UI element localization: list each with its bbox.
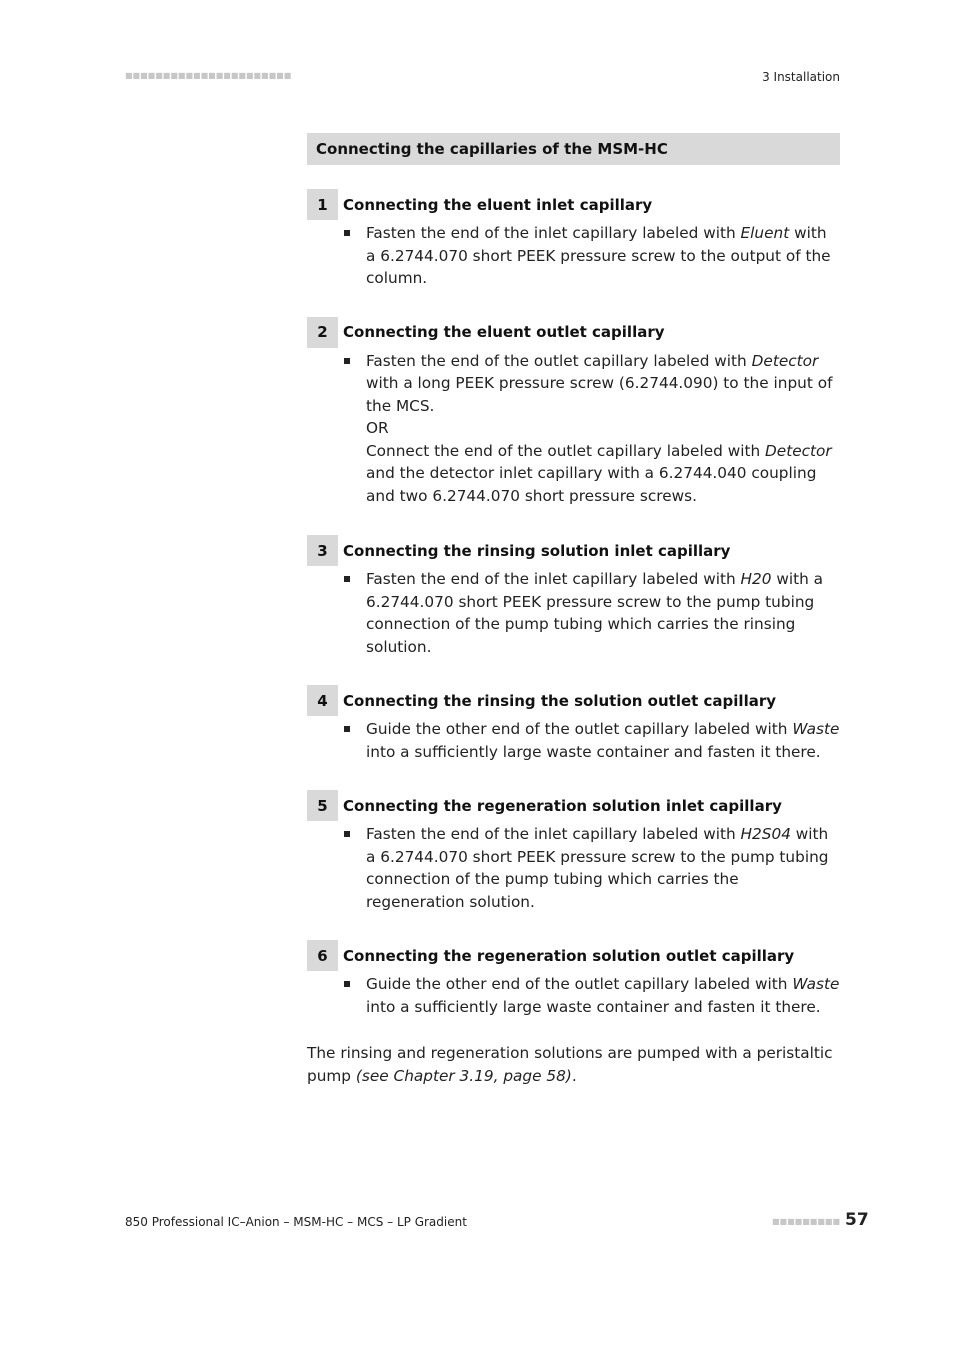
steps-list (307, 189, 840, 1018)
footer-product: 850 Professional IC–Anion – MSM-HC – MCS – LP Gradient (125, 1215, 467, 1229)
step-number: 4 (307, 685, 338, 716)
text-run: . (571, 1066, 577, 1085)
step-5 (307, 790, 840, 913)
step-number: 6 (307, 940, 338, 971)
step-1 (307, 189, 840, 290)
bullet-square-icon (344, 726, 350, 732)
step-title: Connecting the regeneration solution outlet capillary (343, 946, 795, 965)
step-bullet (366, 718, 840, 763)
step-bullet (366, 222, 840, 290)
step-header (307, 317, 840, 348)
text-run: Guide the other end of the outlet capillary labeled with (366, 975, 793, 993)
step-header (307, 189, 840, 220)
text-run: Connect the end of the outlet capillary labeled with (366, 441, 766, 460)
bullet-square-icon (344, 358, 350, 364)
page-number: 57 (845, 1210, 869, 1230)
step-title: Connecting the rinsing the solution outlet capillary (343, 691, 777, 710)
step-title: Connecting the eluent outlet capillary (343, 323, 665, 341)
step-title: Connecting the eluent inlet capillary (343, 195, 653, 214)
bullet-square-icon (344, 831, 350, 837)
text-run: Fasten the end of the inlet capillary labeled with (366, 825, 741, 843)
step-number: 3 (307, 535, 338, 566)
step-number: 2 (307, 317, 338, 348)
bullet-square-icon (344, 576, 350, 582)
step-number: 1 (307, 189, 338, 220)
footer-decoration: ■■■■■■■■■ (772, 1217, 841, 1226)
emphasis-text: Detector (765, 441, 832, 460)
text-run: Fasten the end of the inlet capillary labeled with (366, 570, 741, 588)
header-decoration: ■■■■■■■■■■■■■■■■■■■■■■ (125, 71, 292, 80)
emphasis-text: Detector (751, 351, 819, 370)
main-content (307, 133, 840, 1087)
closing-paragraph (307, 1042, 840, 1087)
step-bullet (366, 823, 840, 913)
emphasis-text: (see Chapter 3.19, page 58) (355, 1066, 572, 1085)
step-bullet (366, 350, 840, 508)
text-run: The rinsing and regeneration solutions are pumped with a peristaltic pump (307, 1044, 833, 1085)
emphasis-text: Eluent (740, 224, 790, 242)
text-run: Fasten the end of the outlet capillary labeled with (366, 351, 752, 370)
bullet-square-icon (344, 230, 350, 236)
text-run: into a sufficiently large waste container and fasten it there. (366, 742, 821, 761)
emphasis-text: Waste (792, 720, 840, 738)
step-title: Connecting the rinsing solution inlet capillary (343, 541, 731, 560)
step-2 (307, 317, 840, 508)
emphasis-text: Waste (792, 975, 840, 993)
step-4 (307, 685, 840, 763)
step-number: 5 (307, 790, 338, 821)
step-header (307, 685, 840, 716)
step-3 (307, 535, 840, 658)
step-header (307, 535, 840, 566)
emphasis-text: H20 (740, 570, 772, 588)
bullet-square-icon (344, 981, 350, 987)
step-header (307, 940, 840, 971)
text-run: OR (366, 419, 389, 437)
header-chapter: 3 Installation (762, 70, 840, 84)
text-run: into a sufficiently large waste container and fasten it there. (366, 997, 821, 1016)
step-header (307, 790, 840, 821)
emphasis-text: H2S04 (740, 825, 791, 843)
text-run: and the detector inlet capillary with a 6.2744.040 coupling and two 6.2744.070 short pressure screws. (366, 464, 817, 505)
step-6 (307, 940, 840, 1018)
text-run: Guide the other end of the outlet capillary labeled with (366, 720, 793, 738)
section-title: Connecting the capillaries of the MSM-HC (307, 133, 840, 165)
step-title: Connecting the regeneration solution inlet capillary (343, 796, 782, 815)
text-run: Fasten the end of the inlet capillary labeled with (366, 224, 741, 242)
text-run: with a 6.2744.070 short PEEK pressure screw to the pump tubing connection of the pump tubing which carries the regeneration solution. (366, 825, 829, 911)
step-bullet (366, 973, 840, 1018)
text-run: with a long PEEK pressure screw (6.2744.090) to the input of the MCS. (366, 374, 833, 415)
text-run: with a 6.2744.070 short PEEK pressure screw to the pump tubing connection of the pump tubing which carries the rinsing solution. (366, 570, 824, 656)
text-run: with a 6.2744.070 short PEEK pressure screw to the output of the column. (366, 224, 831, 287)
step-bullet (366, 568, 840, 658)
